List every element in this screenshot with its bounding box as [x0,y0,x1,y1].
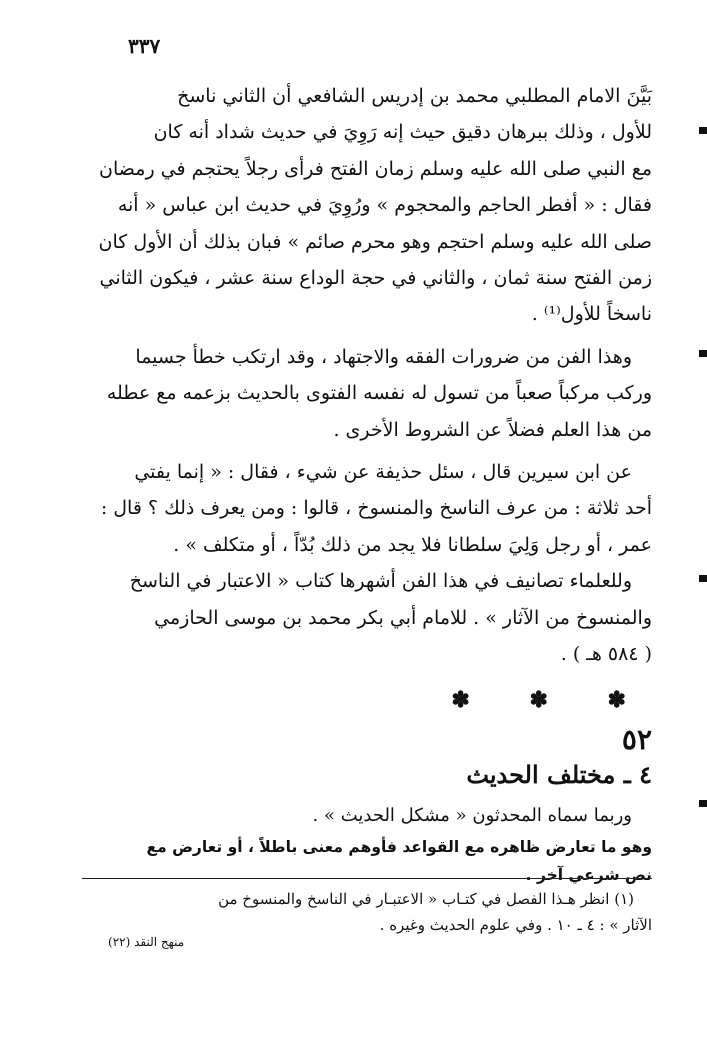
text-line: بَيَّنَ الامام المطلبي محمد بن إدريس الشافعي أن الثاني ناسخ [177,85,652,107]
section-title: ٤ ـ مختلف الحديث [466,759,652,789]
edge-mark [699,575,707,582]
paragraph-books [82,563,652,672]
text-line: وركب مركباً صعباً من تسول له نفسه الفتوى بالحديث بزعمه مع عطله [106,382,652,405]
page-number: ٣٣٧ [128,34,161,58]
footnote-divider [82,878,652,879]
edge-mark [699,127,707,134]
text-line: وللعلماء تصانيف في هذا الفن أشهرها كتاب « الاعتبار في الناسخ [129,570,632,593]
text-line: صلى الله عليه وسلم احتجم وهو محرم صائم » فبان بذلك أن الأول كان [98,230,652,253]
definition-line: وهو ما تعارض ظاهره مع القواعد فأوهم معنى باطلاً ، أو تعارض مع [146,837,652,856]
text-line: من هذا العلم فضلاً عن الشروط الأخرى . [333,418,652,441]
text-line: وربما سماه المحدثون « مشكل الحديث » . [312,804,632,826]
signature-mark: منهج النقد (٢٢) [108,935,185,949]
paragraph-nasikh-example [82,78,652,333]
definition-block [82,799,652,889]
text-line: أحد ثلاثة : من عرف الناسخ والمنسوخ ، قالوا : ومن يعرف ذلك ؟ قال : [100,497,652,520]
text-line: فقال : « أفطر الحاجم والمحجوم » ورُوِيَ في حديث ابن عباس « أنه [117,194,652,217]
edge-mark [699,350,707,357]
text-line: للأول ، وذلك ببرهان دقيق حيث إنه رَوِيَ في حديث شداد أنه كان [153,121,652,144]
footnote-line: الآثار » : ٤ ـ ١٠ . وفي علوم الحديث وغيره . [379,916,652,934]
footnote-line: (١) انظر هـذا الفصل في كتـاب « الاعتبـار في الناسخ والمنسوخ من [218,890,634,908]
text-line: ( ٥٨٤ هـ ) . [560,643,652,666]
section-number: ٥٢ [621,722,652,756]
paragraph-ibn-sirin [82,454,652,563]
text-line: عن ابن سيرين قال ، سئل حذيفة عن شيء ، فقال : « إنما يفتي [134,461,632,484]
text-line: مع النبي صلى الله عليه وسلم زمان الفتح فرأى رجلاً يحتجم في رمضان [99,157,652,180]
text-line: ناسخاً للأول⁽¹⁾ . [531,303,652,326]
text-line: والمنسوخ من الآثار » . للامام أبي بكر محمد بن موسى الحازمي [154,606,652,629]
edge-mark [699,800,707,807]
section-separator-stars: ✽ ✽ ✽ [451,686,652,713]
text-line: عمر ، أو رجل وَلِيَ سلطانا فلا يجد من ذلك بُدّاً ، أو متكلف » . [173,533,652,556]
definition-line: نص شرعي آخر . [525,865,652,884]
paragraph-importance [82,339,652,448]
text-line: وهذا الفن من ضرورات الفقه والاجتهاد ، وقد ارتكب خطأ جسيما [135,345,632,368]
footnote [82,886,652,938]
text-line: زمن الفتح سنة ثمان ، والثاني في حجة الوداع سنة عشر ، فيكون الثاني [99,267,652,290]
page-body [82,78,652,889]
